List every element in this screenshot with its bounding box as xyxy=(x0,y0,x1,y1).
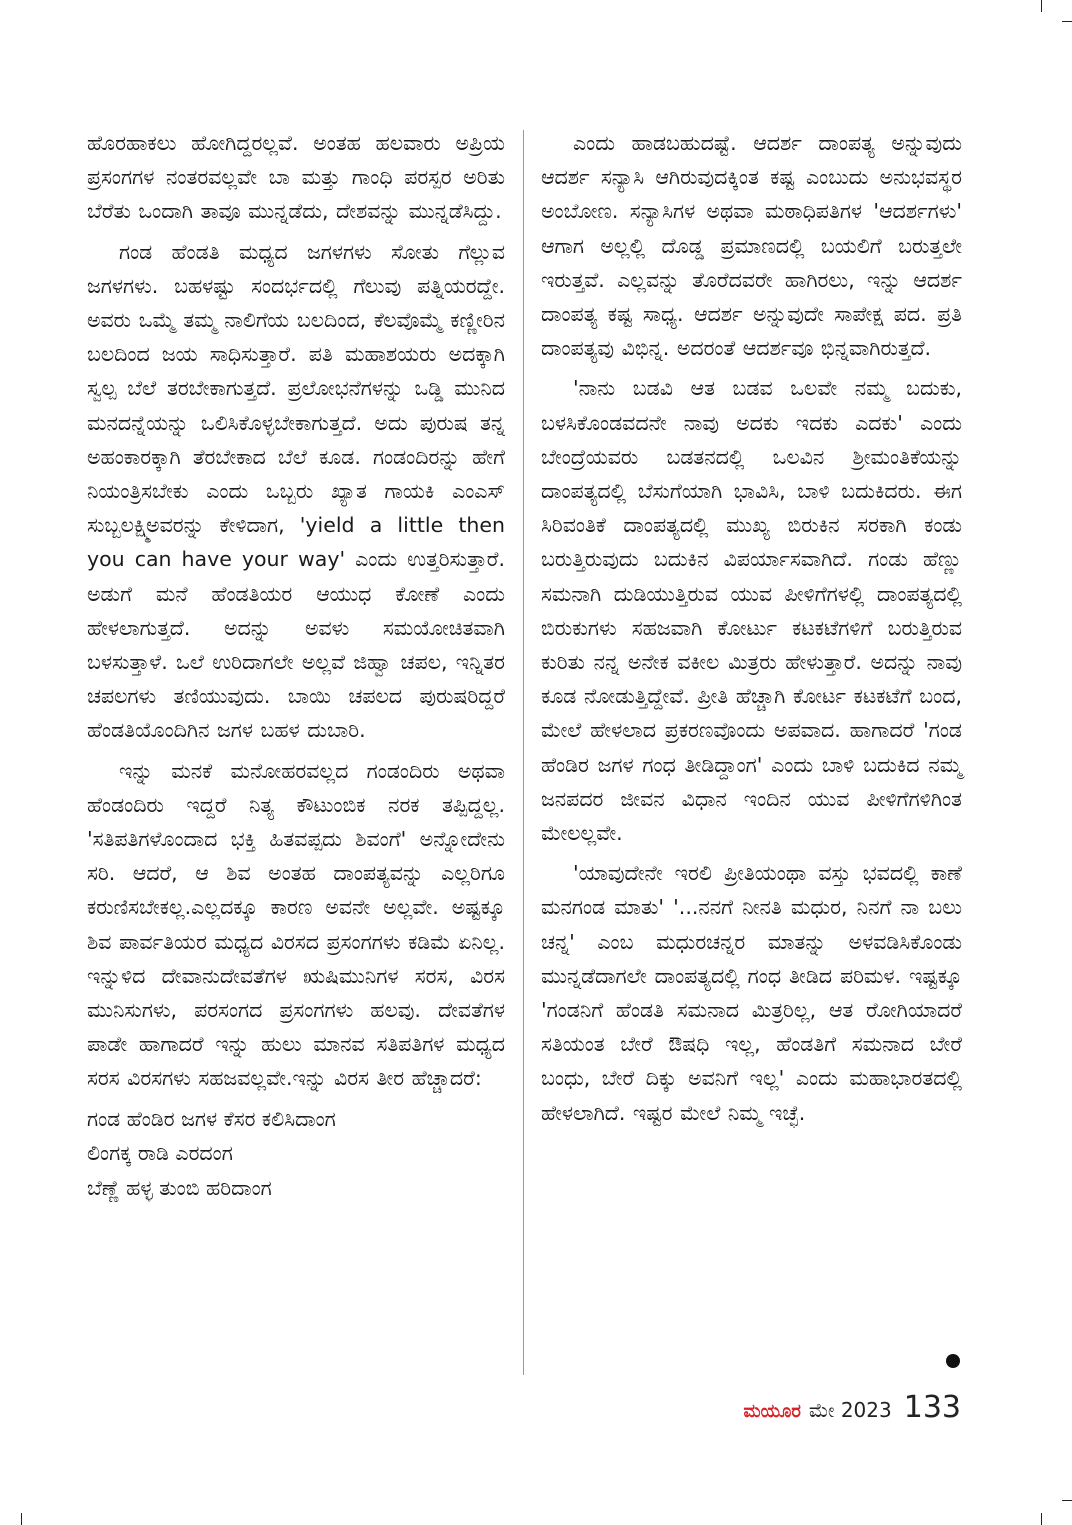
page-number: 133 xyxy=(903,1390,961,1425)
verse-line: ಬೆಣ್ಣೆ ಹಳ್ಳ ತುಂಬಿ ಹರಿದಾಂಗ xyxy=(87,1176,272,1201)
verse-line: ಲಿಂಗಕ್ಕ ರಾಡಿ ಎರದಂಗ xyxy=(87,1141,233,1166)
paragraph: ಗಂಡ ಹೆಂಡತಿ ಮಧ್ಯದ ಜಗಳಗಳು ಸೋತು ಗೆಲ್ಲುವ ಜಗಳಗಳು. ಬಹಳಷ್ಟು ಸಂದರ್ಭದಲ್ಲಿ ಗೆಲುವು ಪತ್ನಿಯರದ್ದೇ. ಅವರು ಒಮ್ಮೆ ತಮ್ಮ ನಾಲಿಗೆಯ ಬಲದಿಂದ, ಕೆಲವೊಮ್ಮೆ ಕಣ್ಣೀರಿನ ಬಲದಿಂದ ಜಯ ಸಾಧಿಸುತ್ತಾರೆ. ಪತಿ ಮಹಾಶಯರು ಅದಕ್ಕಾಗಿ ಸ್ವಲ್ಪ ಬೆಲೆ ತರಬೇಕಾಗುತ್ತದೆ. ಪ್ರಲೋಭನೆಗಳನ್ನು ಒಡ್ಡಿ ಮುನಿದ ಮನದನ್ನೆಯನ್ನು ಒಲಿಸಿಕೊಳ್ಳಬೇಕಾಗುತ್ತದೆ. ಅದು ಪುರುಷ ತನ್ನ ಅಹಂಕಾರಕ್ಕಾಗಿ ತೆರಬೇಕಾದ ಬೆಲೆ ಕೂಡ. ಗಂಡಂದಿರನ್ನು ಹೇಗೆ ನಿಯಂತ್ರಿಸಬೇಕು ಎಂದು ಒಬ್ಬರು ಖ್ಯಾತ ಗಾಯಕಿ ಎಂಎಸ್ ಸುಬ್ಬಲಕ್ಷ್ಮಿಅವರನ್ನು ಕೇಳಿದಾಗ, 'yield a little then you can have your way' ಎಂದು ಉತ್ತರಿಸುತ್ತಾರೆ. ಅಡುಗೆ ಮನೆ ಹೆಂಡತಿಯರ ಆಯುಧ ಕೋಣೆ ಎಂದು ಹೇಳಲಾಗುತ್ತದೆ. ಅದನ್ನು ಅವಳು ಸಮಯೋಚಿತವಾಗಿ ಬಳಸುತ್ತಾಳೆ. ಒಲೆ ಉರಿದಾಗಲೇ ಅಲ್ಲವೆ ಜಿಹ್ವಾ ಚಪಲ, ಇನ್ನಿತರ ಚಪಲಗಳು ತಣಿಯುವುದು. ಬಾಯಿ ಚಪಲದ ಪುರುಷರಿದ್ದರೆ ಹೆಂಡತಿಯೊಂದಿಗಿನ ಜಗಳ ಬಹಳ ದುಬಾರಿ. xyxy=(87,239,505,743)
paragraph: ಎಂದು ಹಾಡಬಹುದಷ್ಟೆ. ಆದರ್ಶ ದಾಂಪತ್ಯ ಅನ್ನುವುದು ಆದರ್ಶ ಸನ್ಯಾಸಿ ಆಗಿರುವುದಕ್ಕಿಂತ ಕಷ್ಟ ಎಂಬುದು ಅನುಭವಸ್ಥರ ಅಂಬೋಣ. ಸನ್ಯಾಸಿಗಳ ಅಥವಾ ಮಠಾಧಿಪತಿಗಳ 'ಆದರ್ಶಗಳು' ಆಗಾಗ ಅಲ್ಲಲ್ಲಿ ದೊಡ್ಡ ಪ್ರಮಾಣದಲ್ಲಿ ಬಯಲಿಗೆ ಬರುತ್ತಲೇ ಇರುತ್ತವೆ. ಎಲ್ಲವನ್ನು ತೊರೆದವರೇ ಹಾಗಿರಲು, ಇನ್ನು ಆದರ್ಶ ದಾಂಪತ್ಯ ಕಷ್ಟ ಸಾಧ್ಯ. ಆದರ್ಶ ಅನ್ನುವುದೇ ಸಾಪೇಕ್ಷ ಪದ. ಪ್ರತಿ ದಾಂಪತ್ಯವು ವಿಭಿನ್ನ. ಅದರಂತೆ ಆದರ್ಶವೂ ಭಿನ್ನವಾಗಿರುತ್ತದೆ. xyxy=(541,131,962,361)
crop-mark-bottom-left xyxy=(21,1513,22,1525)
column-divider xyxy=(523,130,524,1375)
left-column xyxy=(87,126,505,1206)
paragraph: 'ನಾನು ಬಡವಿ ಆತ ಬಡವ ಒಲವೇ ನಮ್ಮ ಬದುಕು, ಬಳಸಿಕೊಂಡವದನೇ ನಾವು ಅದಕು ಇದಕು ಎದಕು' ಎಂದು ಬೇಂದ್ರೆಯವರು ಬಡತನದಲ್ಲಿ ಒಲವಿನ ಶ್ರೀಮಂತಿಕೆಯನ್ನು ದಾಂಪತ್ಯದಲ್ಲಿ ಬೆಸುಗೆಯಾಗಿ ಭಾವಿಸಿ, ಬಾಳಿ ಬದುಕಿದರು. ಈಗ ಸಿರಿವಂತಿಕೆ ದಾಂಪತ್ಯದಲ್ಲಿ ಮುಖ್ಯ ಬಿರುಕಿನ ಸರಕಾಗಿ ಕಂಡು ಬರುತ್ತಿರುವುದು ಬದುಕಿನ ವಿಪರ್ಯಾಸವಾಗಿದೆ. ಗಂಡು ಹೆಣ್ಣು ಸಮನಾಗಿ ದುಡಿಯುತ್ತಿರುವ ಯುವ ಪೀಳಿಗೆಗಳಲ್ಲಿ ದಾಂಪತ್ಯದಲ್ಲಿ ಬಿರುಕುಗಳು ಸಹಜವಾಗಿ ಕೋರ್ಟು ಕಟಕಟೆಗಳಿಗೆ ಬರುತ್ತಿರುವ ಕುರಿತು ನನ್ನ ಅನೇಕ ವಕೀಲ ಮಿತ್ರರು ಹೇಳುತ್ತಾರೆ. ಅದನ್ನು ನಾವು ಕೂಡ ನೋಡುತ್ತಿದ್ದೇವೆ. ಪ್ರೀತಿ ಹೆಚ್ಚಾಗಿ ಕೋರ್ಟ ಕಟಕಟೆಗೆ ಬಂದ, ಮೇಲೆ ಹೇಳಲಾದ ಪ್ರಕರಣವೊಂದು ಅಪವಾದ. ಹಾಗಾದರೆ 'ಗಂಡ ಹೆಂಡಿರ ಜಗಳ ಗಂಧ ತೀಡಿದ್ದಾಂಗ' ಎಂದು ಬಾಳಿ ಬದುಕಿದ ನಮ್ಮ ಜನಪದರ ಜೀವನ ವಿಧಾನ ಇಂದಿನ ಯುವ ಪೀಳಿಗೆಗಳಿಗಿಂತ ಮೇಲಲ್ಲವೇ. xyxy=(541,376,962,846)
crop-mark-top xyxy=(1041,0,1042,12)
crop-mark-top-right xyxy=(1062,21,1072,22)
paragraph: 'ಯಾವುದೇನೇ ಇರಲಿ ಪ್ರೀತಿಯಂಥಾ ವಸ್ತು ಭವದಲ್ಲಿ ಕಾಣೆ ಮನಗಂಡ ಮಾತು' '...ನನಗೆ ನೀನತಿ ಮಧುರ, ನಿನಗೆ ನಾ ಬಲು ಚನ್ನ' ಎಂಬ ಮಧುರಚನ್ನರ ಮಾತನ್ನು ಅಳವಡಿಸಿಕೊಂಡು ಮುನ್ನಡೆದಾಗಲೇ ದಾಂಪತ್ಯದಲ್ಲಿ ಗಂಧ ತೀಡಿದ ಪರಿಮಳ. ಇಷ್ಟಕ್ಕೂ 'ಗಂಡನಿಗೆ ಹೆಂಡತಿ ಸಮನಾದ ಮಿತ್ರರಿಲ್ಲ, ಆತ ರೋಗಿಯಾದರೆ ಸತಿಯಂತ ಬೇರೆ ಔಷಧಿ ಇಲ್ಲ, ಹೆಂಡತಿಗೆ ಸಮನಾದ ಬೇರೆ ಬಂಧು, ಬೇರೆ ದಿಕ್ಕು ಅವನಿಗೆ ಇಲ್ಲ' ಎಂದು ಮಹಾಭಾರತದಲ್ಲಿ ಹೇಳಲಾಗಿದೆ. ಇಷ್ಟರ ಮೇಲೆ ನಿಮ್ಮ ಇಚ್ಛೆ. xyxy=(541,861,962,1125)
crop-mark-bottom-right xyxy=(1062,1500,1072,1501)
crop-mark-bottom xyxy=(1041,1513,1042,1525)
right-column xyxy=(541,126,962,1136)
page-footer xyxy=(743,1390,961,1425)
magazine-name: ಮಯೂರ xyxy=(743,1401,801,1422)
end-of-article-bullet-icon xyxy=(946,1354,960,1368)
verse-line: ಗಂಡ ಹೆಂಡಿರ ಜಗಳ ಕೆಸರ ಕಲಿಸಿದಾಂಗ xyxy=(87,1106,336,1131)
paragraph: ಇನ್ನು ಮನಕೆ ಮನೋಹರವಲ್ಲದ ಗಂಡಂದಿರು ಅಥವಾ ಹೆಂಡಂದಿರು ಇದ್ದರೆ ನಿತ್ಯ ಕೌಟುಂಬಿಕ ನರಕ ತಪ್ಪಿದ್ದಲ್ಲ. 'ಸತಿಪತಿಗಳೊಂದಾದ ಭಕ್ತಿ ಹಿತವಪ್ಪದು ಶಿವಂಗೆ' ಅನ್ನೋದೇನು ಸರಿ. ಆದರೆ, ಆ ಶಿವ ಅಂತಹ ದಾಂಪತ್ಯವನ್ನು ಎಲ್ಲರಿಗೂ ಕರುಣಿಸಬೇಕಲ್ಲ.ಎಲ್ಲದಕ್ಕೂ ಕಾರಣ ಅವನೇ ಅಲ್ಲವೇ. ಅಷ್ಟಕ್ಕೂ ಶಿವ ಪಾರ್ವತಿಯರ ಮಧ್ಯದ ವಿರಸದ ಪ್ರಸಂಗಗಳು ಕಡಿಮೆ ಏನಿಲ್ಲ. ಇನ್ನುಳಿದ ದೇವಾನುದೇವತೆಗಳ ಋಷಿಮುನಿಗಳ ಸರಸ, ವಿರಸ ಮುನಿಸುಗಳು, ಪರಸಂಗದ ಪ್ರಸಂಗಗಳು ಹಲವು. ದೇವತೆಗಳ ಪಾಡೇ ಹಾಗಾದರೆ ಇನ್ನು ಹುಲು ಮಾನವ ಸತಿಪತಿಗಳ ಮಧ್ಯದ ಸರಸ ವಿರಸಗಳು ಸಹಜವಲ್ಲವೇ.ಇನ್ನು ವಿರಸ ತೀರ ಹೆಚ್ಚಾದರೆ: xyxy=(87,758,505,1091)
issue-date: ಮೇ 2023 xyxy=(808,1398,892,1422)
paragraph: ಹೊರಹಾಕಲು ಹೋಗಿದ್ದರಲ್ಲವೆ. ಅಂತಹ ಹಲವಾರು ಅಪ್ರಿಯ ಪ್ರಸಂಗಗಳ ನಂತರವಲ್ಲವೇ ಬಾ ಮತ್ತು ಗಾಂಧಿ ಪರಸ್ಪರ ಅರಿತು ಬೆರೆತು ಒಂದಾಗಿ ತಾವೂ ಮುನ್ನಡೆದು, ದೇಶವನ್ನು ಮುನ್ನಡೆಸಿದ್ದು. xyxy=(87,131,505,224)
